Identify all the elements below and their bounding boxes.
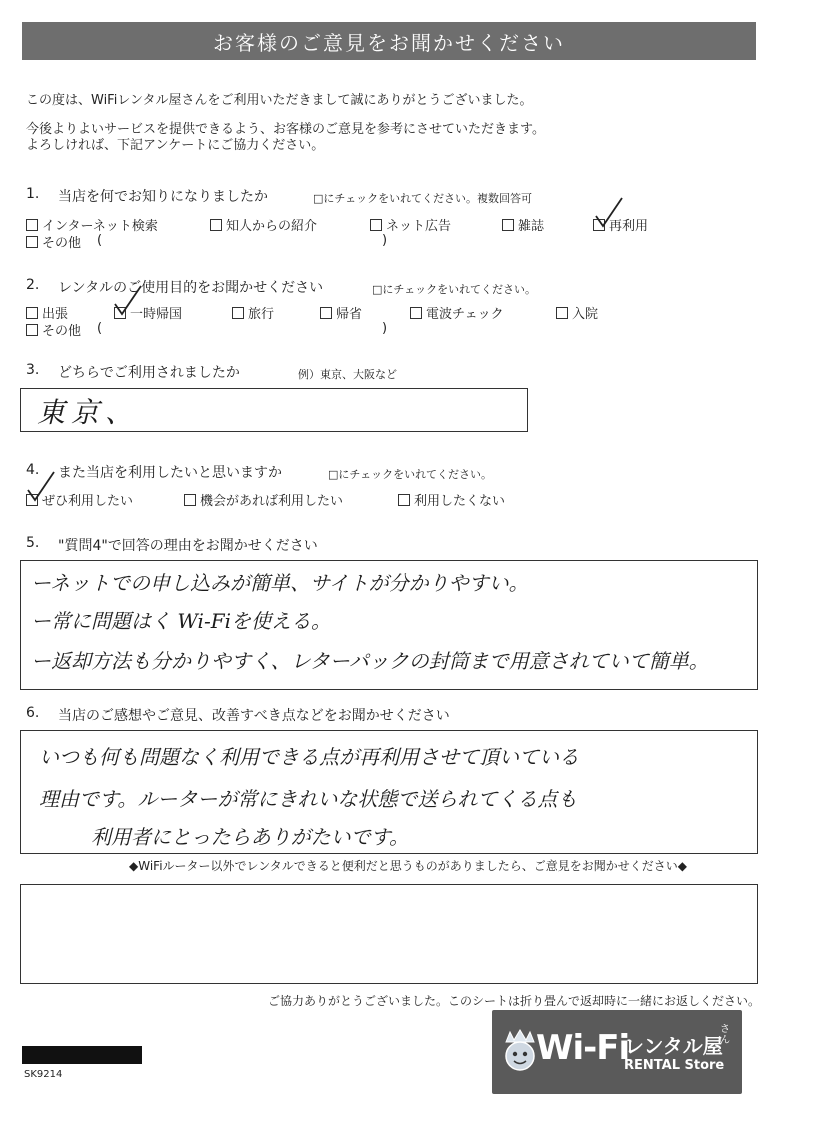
q5-answer-line-2: ー常に問題はく Wi-Fiを使える。 (31, 609, 331, 633)
q6-number: 6. (26, 705, 40, 721)
q4-option-no[interactable]: 利用したくない (398, 490, 505, 509)
q2-option-signal-check[interactable]: 電波チェック (410, 303, 504, 322)
q1-title: 当店を何でお知りになりましたか (58, 189, 268, 205)
q7-title: ◆WiFiルーター以外でレンタルできると便利だと思うものがありましたら、ご意見をお聞かせください◆ (129, 859, 687, 873)
q1-option-other[interactable]: その他 (26, 232, 81, 251)
q1-option-referral[interactable]: 知人からの紹介 (210, 215, 317, 234)
checkmark-icon (113, 284, 143, 318)
q5-answer-box[interactable] (20, 560, 758, 690)
q2-option-other[interactable]: その他 (26, 320, 81, 339)
q3-title: どちらでご利用されましたか (58, 365, 240, 381)
q6-answer-line-2: 理由です。ルーターが常にきれいな状態で送られてくる点も (39, 787, 578, 811)
checkbox-icon (398, 494, 410, 506)
q1-other-open-paren: ( (97, 233, 103, 248)
q2-other-open-paren: ( (97, 321, 103, 336)
q6-title: 当店のご感想やご意見、改善すべき点などをお聞かせください (58, 708, 450, 724)
checkbox-icon (26, 219, 38, 231)
q1-option-search[interactable]: インターネット検索 (26, 215, 158, 234)
logo-san: さん (720, 1024, 730, 1046)
q7-answer-box[interactable] (20, 884, 758, 984)
mascot-icon (500, 1028, 540, 1076)
checkbox-icon (26, 324, 38, 336)
logo-wifi: Wi-Fi (536, 1028, 630, 1068)
q5-number: 5. (26, 535, 40, 551)
checkbox-icon (410, 307, 422, 319)
q1-option-magazine[interactable]: 雑誌 (502, 215, 544, 234)
q2-title: レンタルのご使用目的をお聞かせください (58, 280, 324, 296)
intro-line-3: よろしければ、下記アンケートにご協力ください。 (26, 138, 325, 153)
checkbox-icon (184, 494, 196, 506)
intro-line-2: 今後よりよいサービスを提供できるよう、お客様のご意見を参考にさせていただきます。 (26, 122, 545, 137)
q3-note: 例）東京、大阪など (298, 368, 397, 381)
brand-logo (492, 1010, 742, 1094)
q2-option-business[interactable]: 出張 (26, 303, 68, 322)
q2-number: 2. (26, 277, 40, 293)
checkbox-icon (210, 219, 222, 231)
checkbox-icon (26, 236, 38, 248)
q2-note: □にチェックをいれてください。 (372, 283, 537, 296)
checkbox-icon (26, 307, 38, 319)
q5-title: "質問4"で回答の理由をお聞かせください (58, 538, 318, 554)
q3-answer: 東京、 (37, 396, 140, 429)
checkbox-icon (320, 307, 332, 319)
checkbox-icon (370, 219, 382, 231)
q2-other-close-paren: ) (382, 321, 388, 336)
q4-title: また当店を利用したいと思いますか (58, 465, 282, 481)
q2-option-homecoming[interactable]: 帰省 (320, 303, 362, 322)
q3-answer-box[interactable] (20, 388, 528, 432)
q1-other-close-paren: ) (382, 233, 388, 248)
redacted-barcode (22, 1046, 142, 1064)
checkmark-icon (594, 196, 624, 230)
q5-answer-line-1: ーネットでの申し込みが簡単、サイトが分かりやすい。 (31, 571, 529, 595)
q6-answer-line-1: いつも何も問題なく利用できる点が再利用させて頂いている (39, 745, 579, 769)
q2-option-travel[interactable]: 旅行 (232, 303, 274, 322)
q4-number: 4. (26, 462, 40, 478)
document-code: SK9214 (24, 1069, 63, 1080)
q4-option-maybe[interactable]: 機会があれば利用したい (184, 490, 343, 509)
q3-number: 3. (26, 362, 40, 378)
q6-answer-line-3: 利用者にとったらありがたいです。 (91, 825, 409, 849)
q1-note: □にチェックをいれてください。複数回答可 (313, 192, 533, 205)
q4-option-definitely[interactable]: ぜひ利用したい (26, 490, 133, 509)
checkbox-icon (502, 219, 514, 231)
q5-answer-line-3: ー返却方法も分かりやすく、レターパックの封筒まで用意されていて簡単。 (31, 649, 709, 673)
checkbox-icon (556, 307, 568, 319)
footer-note: ご協力ありがとうございました。このシートは折り畳んで返却時に一緒にお返しください。 (268, 994, 761, 1008)
logo-rental-ya: レンタル屋 (624, 1034, 723, 1058)
q2-option-temporary-return[interactable]: 一時帰国 (114, 303, 182, 322)
q6-answer-box[interactable] (20, 730, 758, 854)
q1-option-net-ad[interactable]: ネット広告 (370, 215, 451, 234)
page-title: お客様のご意見をお聞かせください (22, 22, 756, 60)
checkmark-icon (26, 470, 56, 504)
q2-option-hospital[interactable]: 入院 (556, 303, 598, 322)
logo-rental-store: RENTAL Store (624, 1058, 725, 1073)
q4-note: □にチェックをいれてください。 (328, 468, 493, 481)
intro-line-1: この度は、WiFiレンタル屋さんをご利用いただきまして誠にありがとうございました。 (26, 93, 533, 108)
q1-option-reuse[interactable]: 再利用 (593, 215, 648, 234)
checkbox-icon (232, 307, 244, 319)
q1-number: 1. (26, 186, 40, 202)
